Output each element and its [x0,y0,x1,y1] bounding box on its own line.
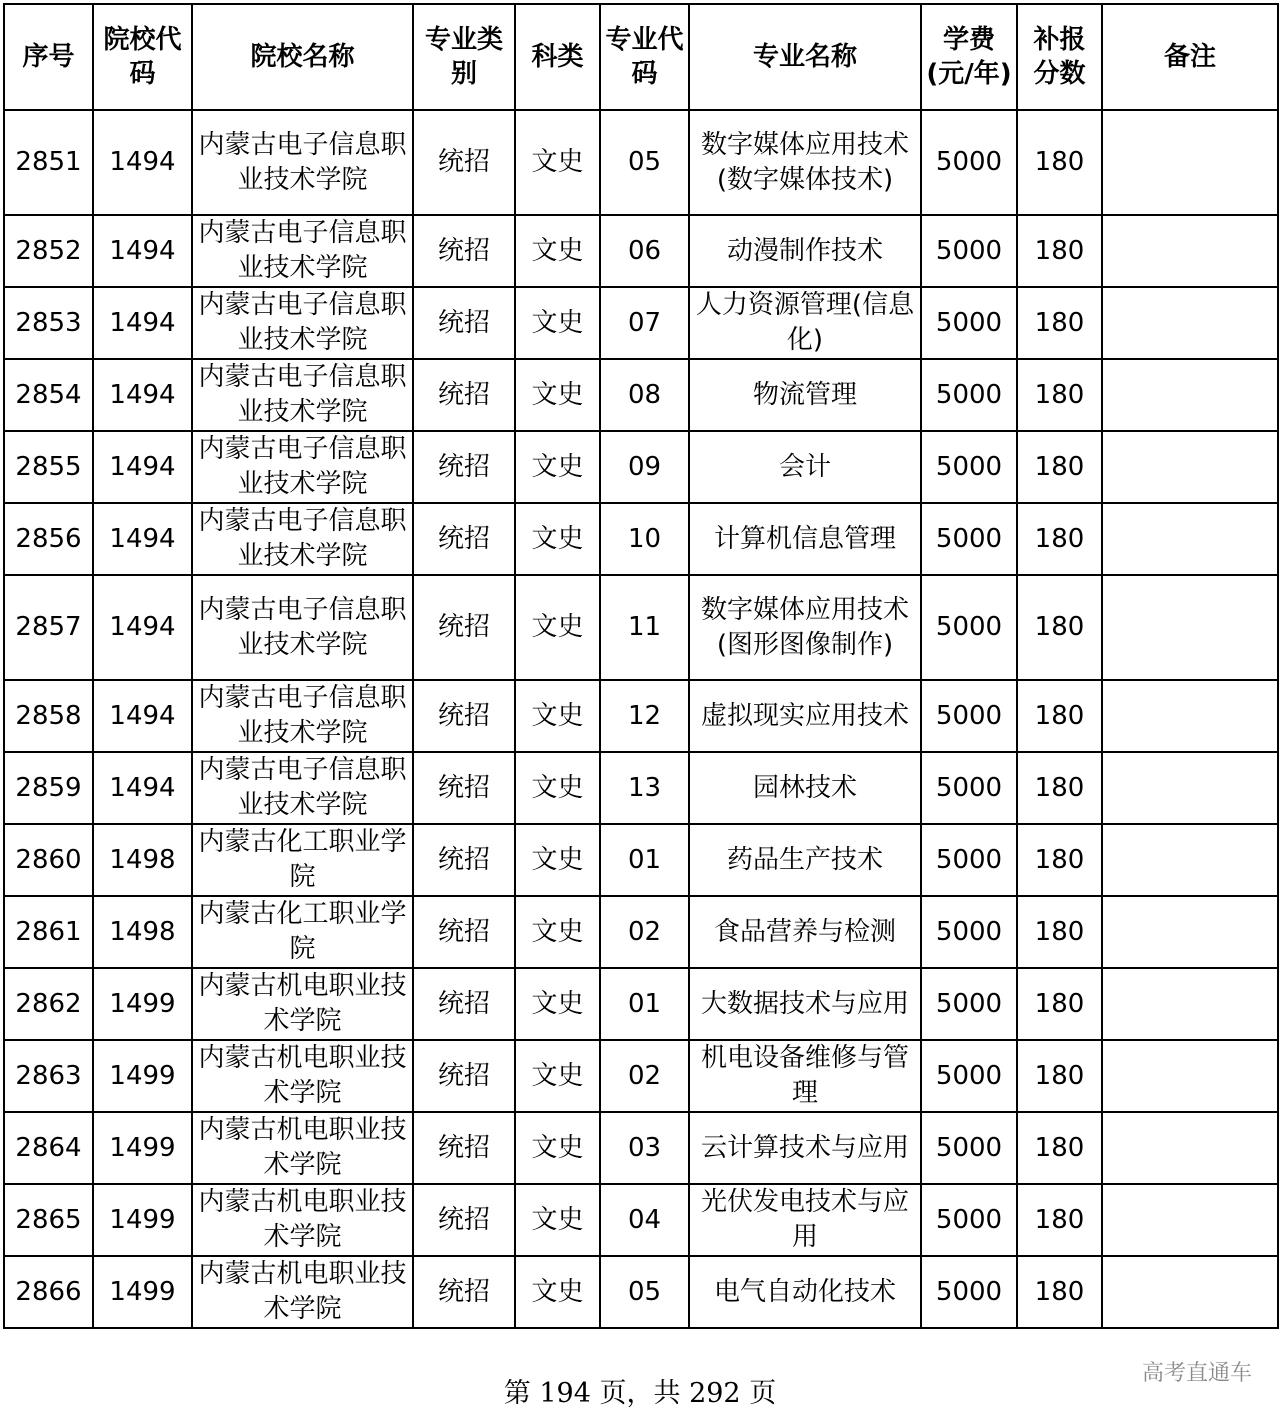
cell-school-code: 1499 [93,968,192,1040]
cell-major-name: 会计 [689,431,921,503]
cell-school-code: 1494 [93,215,192,287]
cell-major-code: 02 [600,896,689,968]
cell-major-name: 云计算技术与应用 [689,1112,921,1184]
cell-tuition: 5000 [921,680,1017,752]
header-row [4,4,1278,110]
cell-category: 统招 [413,680,515,752]
cell-school-code: 1494 [93,503,192,575]
table-row [4,359,1278,431]
cell-subject: 文史 [515,1184,600,1256]
cell-school-code: 1494 [93,287,192,359]
cell-major-code: 04 [600,1184,689,1256]
header-score: 补报分数 [1017,4,1102,110]
table-row [4,1256,1278,1328]
cell-score: 180 [1017,752,1102,824]
cell-seq: 2856 [4,503,93,575]
cell-note [1102,287,1278,359]
table-row [4,503,1278,575]
cell-score: 180 [1017,215,1102,287]
cell-tuition: 5000 [921,1040,1017,1112]
cell-subject: 文史 [515,896,600,968]
cell-tuition: 5000 [921,503,1017,575]
cell-note [1102,1112,1278,1184]
cell-seq: 2858 [4,680,93,752]
cell-score: 180 [1017,503,1102,575]
cell-school-code: 1494 [93,680,192,752]
cell-note [1102,1256,1278,1328]
cell-major-code: 09 [600,431,689,503]
table-row [4,680,1278,752]
header-major-code: 专业代码 [600,4,689,110]
cell-score: 180 [1017,896,1102,968]
cell-score: 180 [1017,1184,1102,1256]
table-row [4,896,1278,968]
cell-major-code: 05 [600,110,689,215]
cell-subject: 文史 [515,110,600,215]
cell-tuition: 5000 [921,968,1017,1040]
cell-major-name: 数字媒体应用技术(数字媒体技术) [689,110,921,215]
cell-category: 统招 [413,503,515,575]
cell-score: 180 [1017,287,1102,359]
cell-school-code: 1498 [93,896,192,968]
cell-seq: 2860 [4,824,93,896]
header-school-name: 院校名称 [192,4,413,110]
cell-note [1102,824,1278,896]
cell-score: 180 [1017,824,1102,896]
cell-category: 统招 [413,110,515,215]
cell-seq: 2851 [4,110,93,215]
cell-category: 统招 [413,575,515,680]
cell-major-name: 药品生产技术 [689,824,921,896]
cell-tuition: 5000 [921,215,1017,287]
cell-subject: 文史 [515,575,600,680]
cell-seq: 2855 [4,431,93,503]
cell-category: 统招 [413,431,515,503]
cell-school-name: 内蒙古电子信息职业技术学院 [192,110,413,215]
table-body [4,110,1278,1328]
cell-note [1102,359,1278,431]
cell-school-name: 内蒙古化工职业学院 [192,824,413,896]
table-row [4,431,1278,503]
cell-school-code: 1499 [93,1256,192,1328]
cell-school-code: 1494 [93,752,192,824]
cell-category: 统招 [413,896,515,968]
cell-school-code: 1494 [93,575,192,680]
cell-school-name: 内蒙古机电职业技术学院 [192,1112,413,1184]
cell-score: 180 [1017,431,1102,503]
cell-major-name: 物流管理 [689,359,921,431]
cell-tuition: 5000 [921,110,1017,215]
cell-school-code: 1499 [93,1112,192,1184]
cell-school-name: 内蒙古电子信息职业技术学院 [192,752,413,824]
table-row [4,110,1278,215]
header-category: 专业类别 [413,4,515,110]
cell-seq: 2857 [4,575,93,680]
cell-category: 统招 [413,1184,515,1256]
cell-category: 统招 [413,1256,515,1328]
cell-note [1102,431,1278,503]
cell-school-code: 1494 [93,359,192,431]
cell-note [1102,575,1278,680]
cell-school-name: 内蒙古化工职业学院 [192,896,413,968]
page-number: 第 194 页，共 292 页 [503,1378,777,1409]
cell-major-code: 02 [600,1040,689,1112]
table-row [4,968,1278,1040]
header-note: 备注 [1102,4,1278,110]
cell-subject: 文史 [515,431,600,503]
cell-score: 180 [1017,575,1102,680]
cell-tuition: 5000 [921,1256,1017,1328]
cell-major-code: 06 [600,215,689,287]
cell-seq: 2866 [4,1256,93,1328]
admission-table [3,3,1279,1329]
watermark-text: 高考直通车 [1141,1361,1252,1386]
table-row [4,1040,1278,1112]
cell-seq: 2863 [4,1040,93,1112]
cell-school-name: 内蒙古机电职业技术学院 [192,968,413,1040]
table-row [4,1184,1278,1256]
header-subject: 科类 [515,4,600,110]
cell-tuition: 5000 [921,359,1017,431]
cell-tuition: 5000 [921,896,1017,968]
cell-major-name: 人力资源管理(信息化) [689,287,921,359]
cell-seq: 2852 [4,215,93,287]
cell-major-name: 电气自动化技术 [689,1256,921,1328]
cell-category: 统招 [413,752,515,824]
cell-score: 180 [1017,968,1102,1040]
cell-note [1102,1040,1278,1112]
cell-school-code: 1499 [93,1184,192,1256]
cell-school-name: 内蒙古机电职业技术学院 [192,1040,413,1112]
cell-seq: 2854 [4,359,93,431]
cell-subject: 文史 [515,1256,600,1328]
header-tuition: 学费(元/年) [921,4,1017,110]
cell-school-name: 内蒙古电子信息职业技术学院 [192,359,413,431]
cell-school-name: 内蒙古电子信息职业技术学院 [192,215,413,287]
table-row [4,752,1278,824]
table-row [4,215,1278,287]
cell-major-name: 虚拟现实应用技术 [689,680,921,752]
cell-subject: 文史 [515,287,600,359]
cell-note [1102,110,1278,215]
cell-tuition: 5000 [921,752,1017,824]
cell-subject: 文史 [515,215,600,287]
cell-subject: 文史 [515,1040,600,1112]
cell-school-name: 内蒙古电子信息职业技术学院 [192,431,413,503]
table-row [4,575,1278,680]
cell-tuition: 5000 [921,824,1017,896]
cell-tuition: 5000 [921,575,1017,680]
cell-major-name: 动漫制作技术 [689,215,921,287]
cell-note [1102,1184,1278,1256]
cell-school-code: 1494 [93,110,192,215]
cell-category: 统招 [413,824,515,896]
cell-subject: 文史 [515,824,600,896]
cell-seq: 2859 [4,752,93,824]
cell-school-code: 1499 [93,1040,192,1112]
cell-seq: 2864 [4,1112,93,1184]
cell-school-name: 内蒙古电子信息职业技术学院 [192,503,413,575]
header-school-code: 院校代码 [93,4,192,110]
cell-tuition: 5000 [921,431,1017,503]
cell-score: 180 [1017,1040,1102,1112]
table-row [4,287,1278,359]
cell-note [1102,968,1278,1040]
cell-category: 统招 [413,215,515,287]
cell-major-code: 01 [600,824,689,896]
cell-note [1102,680,1278,752]
table-row [4,1112,1278,1184]
cell-school-code: 1498 [93,824,192,896]
cell-subject: 文史 [515,1112,600,1184]
cell-major-code: 11 [600,575,689,680]
cell-seq: 2865 [4,1184,93,1256]
cell-major-code: 01 [600,968,689,1040]
header-major-name: 专业名称 [689,4,921,110]
cell-school-name: 内蒙古电子信息职业技术学院 [192,575,413,680]
cell-score: 180 [1017,1112,1102,1184]
cell-note [1102,215,1278,287]
cell-category: 统招 [413,359,515,431]
cell-category: 统招 [413,1112,515,1184]
cell-subject: 文史 [515,359,600,431]
cell-major-code: 07 [600,287,689,359]
cell-note [1102,752,1278,824]
cell-category: 统招 [413,968,515,1040]
cell-major-name: 计算机信息管理 [689,503,921,575]
table-row [4,824,1278,896]
cell-school-name: 内蒙古电子信息职业技术学院 [192,680,413,752]
cell-note [1102,503,1278,575]
cell-major-name: 机电设备维修与管理 [689,1040,921,1112]
cell-major-code: 08 [600,359,689,431]
cell-school-code: 1494 [93,431,192,503]
cell-score: 180 [1017,680,1102,752]
cell-major-name: 数字媒体应用技术(图形图像制作) [689,575,921,680]
cell-school-name: 内蒙古机电职业技术学院 [192,1184,413,1256]
cell-major-code: 13 [600,752,689,824]
cell-major-code: 05 [600,1256,689,1328]
cell-school-name: 内蒙古电子信息职业技术学院 [192,287,413,359]
cell-score: 180 [1017,359,1102,431]
cell-category: 统招 [413,1040,515,1112]
cell-subject: 文史 [515,752,600,824]
header-seq: 序号 [4,4,93,110]
cell-major-name: 光伏发电技术与应用 [689,1184,921,1256]
cell-major-name: 食品营养与检测 [689,896,921,968]
cell-major-name: 大数据技术与应用 [689,968,921,1040]
cell-tuition: 5000 [921,287,1017,359]
cell-note [1102,896,1278,968]
cell-tuition: 5000 [921,1112,1017,1184]
cell-category: 统招 [413,287,515,359]
cell-subject: 文史 [515,968,600,1040]
cell-major-code: 12 [600,680,689,752]
cell-subject: 文史 [515,503,600,575]
cell-seq: 2862 [4,968,93,1040]
cell-score: 180 [1017,110,1102,215]
cell-seq: 2853 [4,287,93,359]
cell-major-code: 10 [600,503,689,575]
cell-tuition: 5000 [921,1184,1017,1256]
cell-school-name: 内蒙古机电职业技术学院 [192,1256,413,1328]
cell-subject: 文史 [515,680,600,752]
cell-seq: 2861 [4,896,93,968]
cell-score: 180 [1017,1256,1102,1328]
cell-major-name: 园林技术 [689,752,921,824]
cell-major-code: 03 [600,1112,689,1184]
